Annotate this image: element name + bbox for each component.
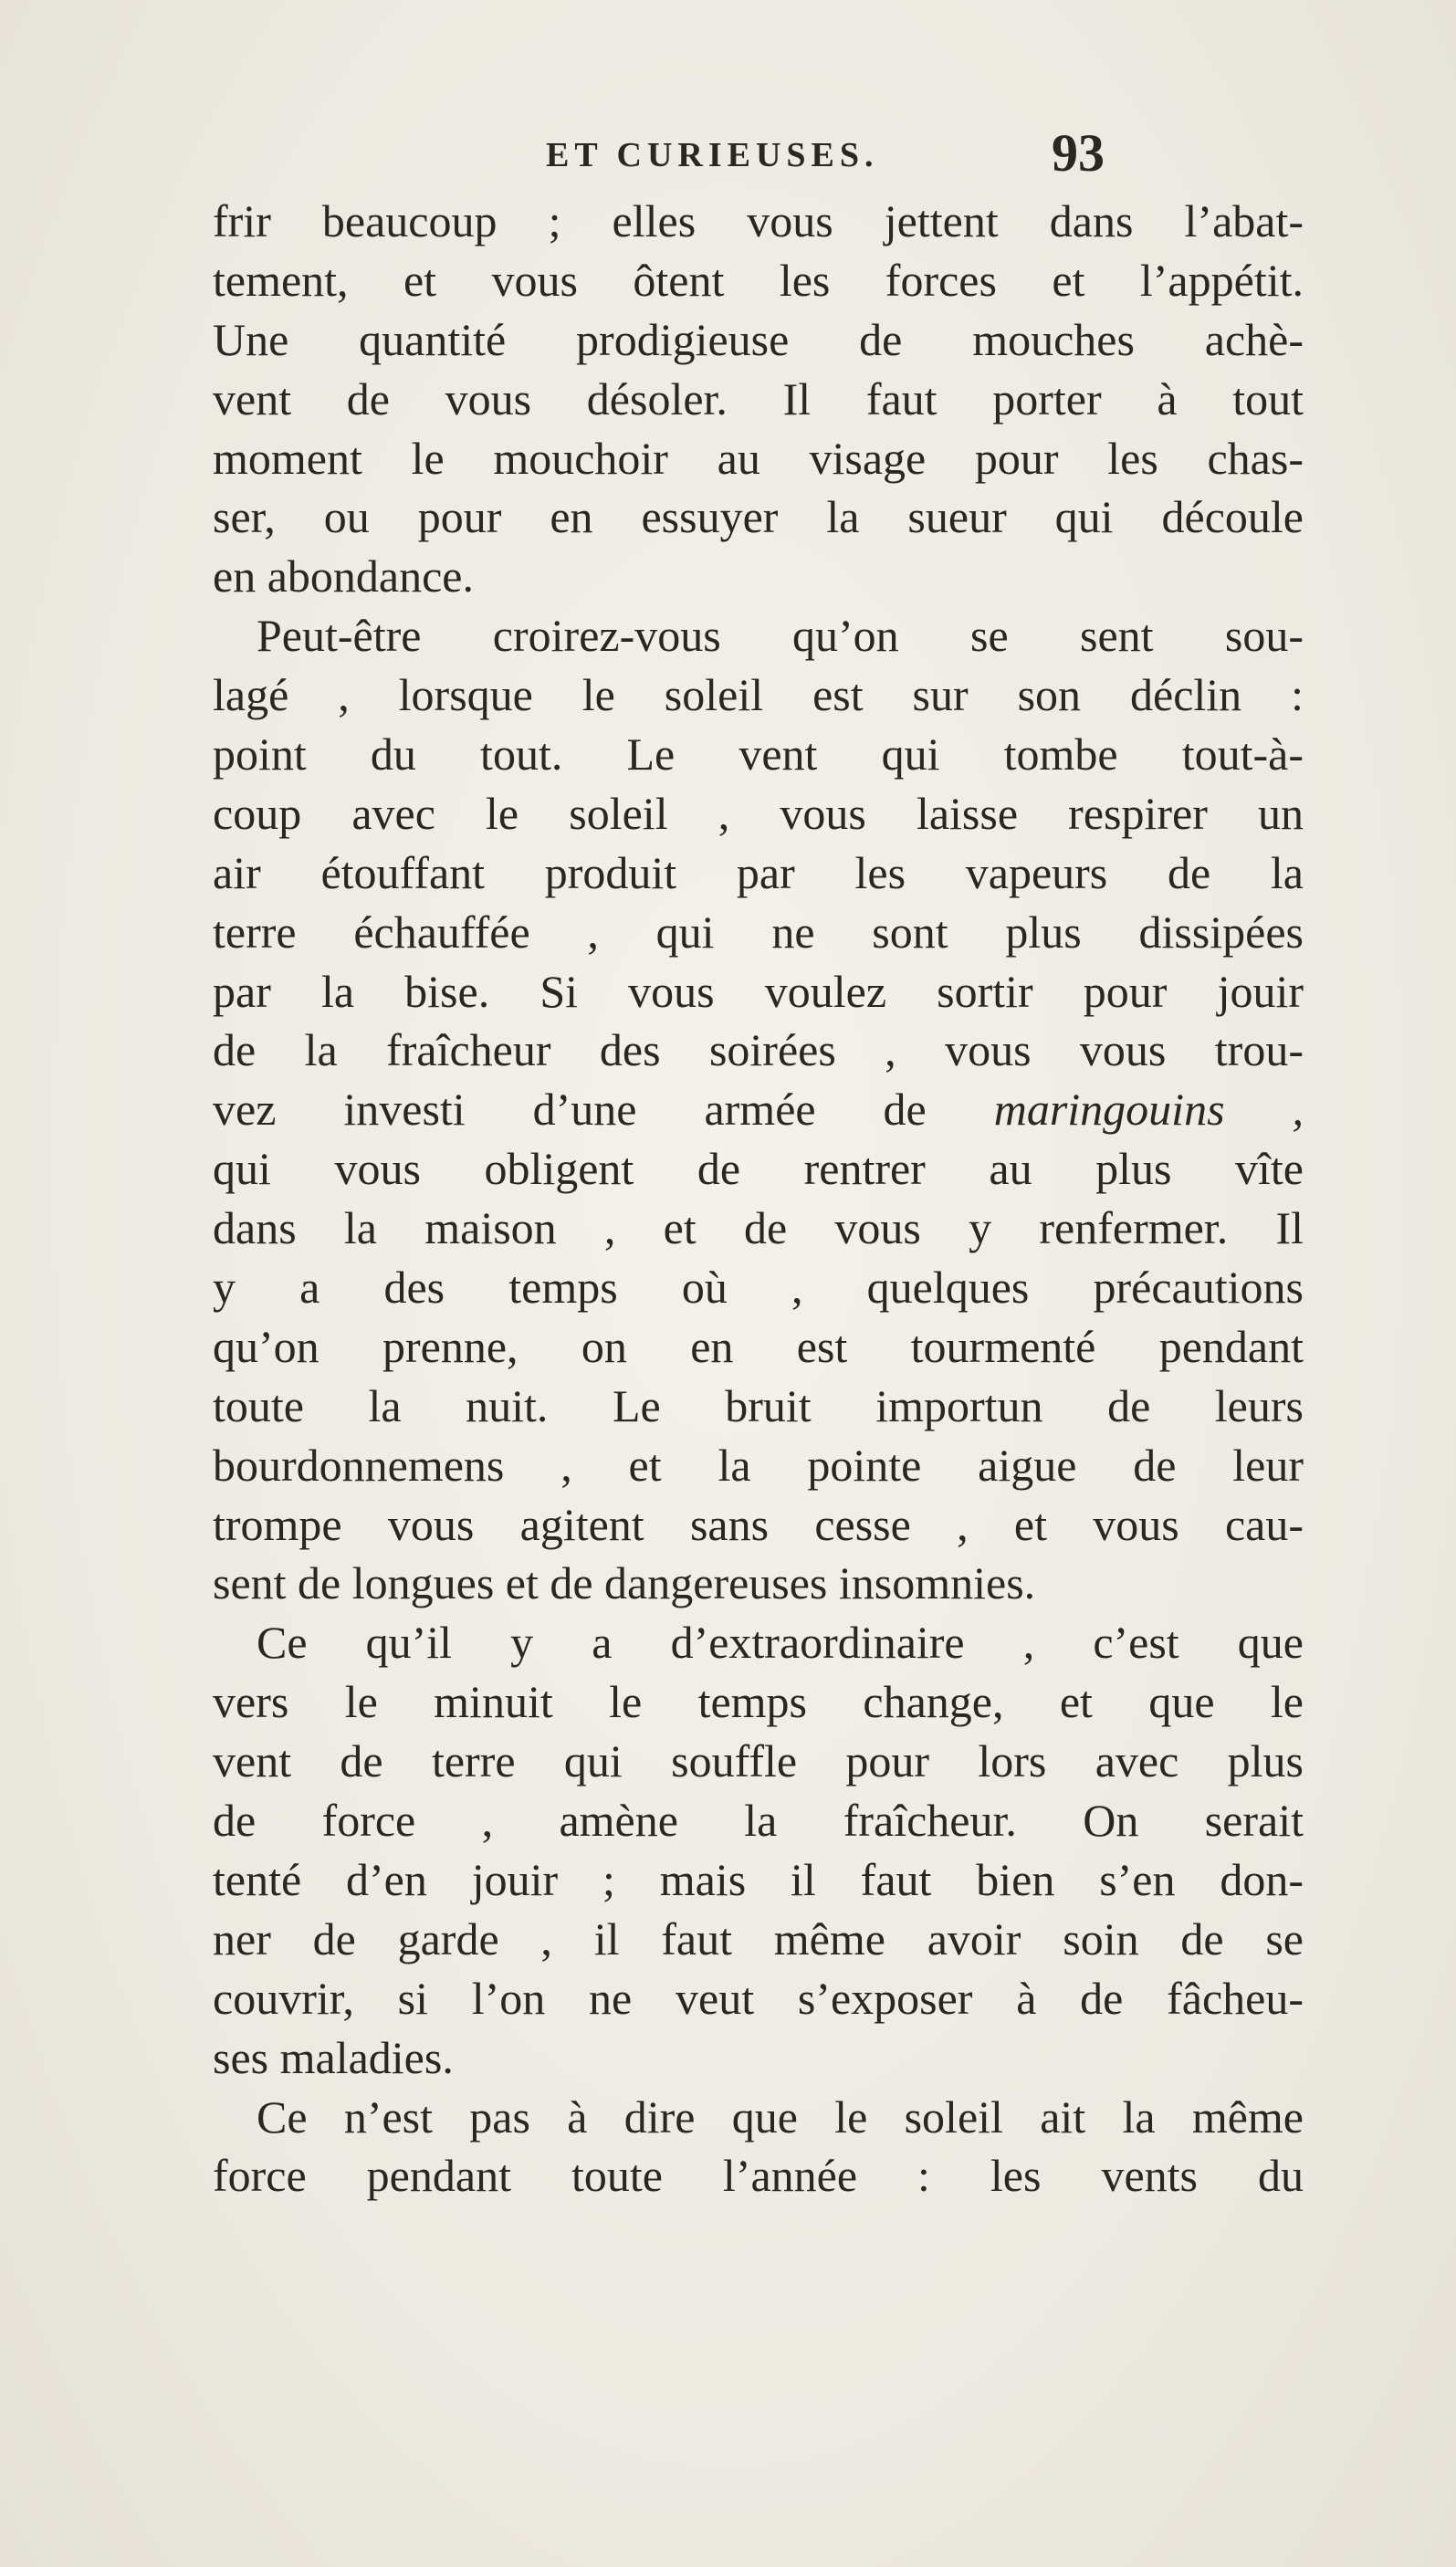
text-line: lagé , lorsque le soleil est sur son déclin : <box>213 669 1304 721</box>
text-line: qui vous obligent de rentrer au plus vîte <box>213 1143 1304 1195</box>
text-line: coup avec le soleil , vous laisse respirer un <box>213 787 1304 839</box>
body-text <box>213 192 1304 2206</box>
text-line: de force , amène la fraîcheur. On serait <box>213 1795 1304 1847</box>
text-line: bourdonnemens , et la pointe aigue de leur <box>213 1439 1304 1491</box>
text-line: tenté d’en jouir ; mais il faut bien s’en don- <box>213 1853 1304 1905</box>
page-header <box>393 123 1105 192</box>
text-line: ses maladies. <box>213 2031 454 2083</box>
text-line: force pendant toute l’année : les vents du <box>213 2150 1304 2202</box>
text-line: par la bise. Si vous voulez sortir pour jouir <box>213 965 1304 1017</box>
text-line: point du tout. Le vent qui tombe tout-à- <box>213 728 1304 781</box>
text-line: de la fraîcheur des soirées , vous vous trou- <box>213 1024 1304 1076</box>
text-segment: vez investi d’une armée de <box>213 1084 927 1136</box>
text-line-with-italic <box>213 1080 1304 1139</box>
text-line: ner de garde , il faut même avoir soin de se <box>213 1912 1304 1965</box>
text-line: air étouffant produit par les vapeurs de la <box>213 846 1304 898</box>
text-line: ser, ou pour en essuyer la sueur qui découle <box>213 491 1304 543</box>
text-line: frir beaucoup ; elles vous jettent dans l’abat- <box>213 195 1304 246</box>
paragraph-start-line: Peut-être croirez-vous qu’on se sent sou- <box>257 610 1304 662</box>
text-line: moment le mouchoir au visage pour les chas- <box>213 432 1304 484</box>
text-line: en abondance. <box>213 550 474 602</box>
text-line: Une quantité prodigieuse de mouches achè- <box>213 313 1304 365</box>
page-number: 93 <box>1052 123 1105 183</box>
text-line: vent de terre qui souffle pour lors avec plus <box>213 1735 1304 1787</box>
text-line: y a des temps où , quelques précautions <box>213 1262 1304 1314</box>
text-line: vers le minuit le temps change, et que le <box>213 1676 1304 1728</box>
running-title: ET CURIEUSES. <box>546 136 879 174</box>
text-line: qu’on prenne, on en est tourmenté pendant <box>213 1320 1304 1372</box>
text-line: tement, et vous ôtent les forces et l’appétit. <box>213 254 1304 306</box>
paragraph-start-line: Ce n’est pas à dire que le soleil ait la même <box>257 2090 1304 2143</box>
text-line: sent de longues et de dangereuses insomnies. <box>213 1557 1036 1609</box>
paragraph-start-line: Ce qu’il y a d’extraordinaire , c’est que <box>257 1617 1304 1669</box>
text-line: terre échauffée , qui ne sont plus dissipées <box>213 906 1304 958</box>
text-line: vent de vous désoler. Il faut porter à tout <box>213 372 1304 424</box>
text-line: dans la maison , et de vous y renfermer. Il <box>213 1202 1304 1254</box>
text-line: trompe vous agitent sans cesse , et vous cau- <box>213 1498 1304 1550</box>
italic-word: maringouins , <box>993 1084 1304 1136</box>
text-line: couvrir, si l’on ne veut s’exposer à de fâcheu- <box>213 1972 1304 2024</box>
text-line: toute la nuit. Le bruit importun de leurs <box>213 1379 1304 1431</box>
